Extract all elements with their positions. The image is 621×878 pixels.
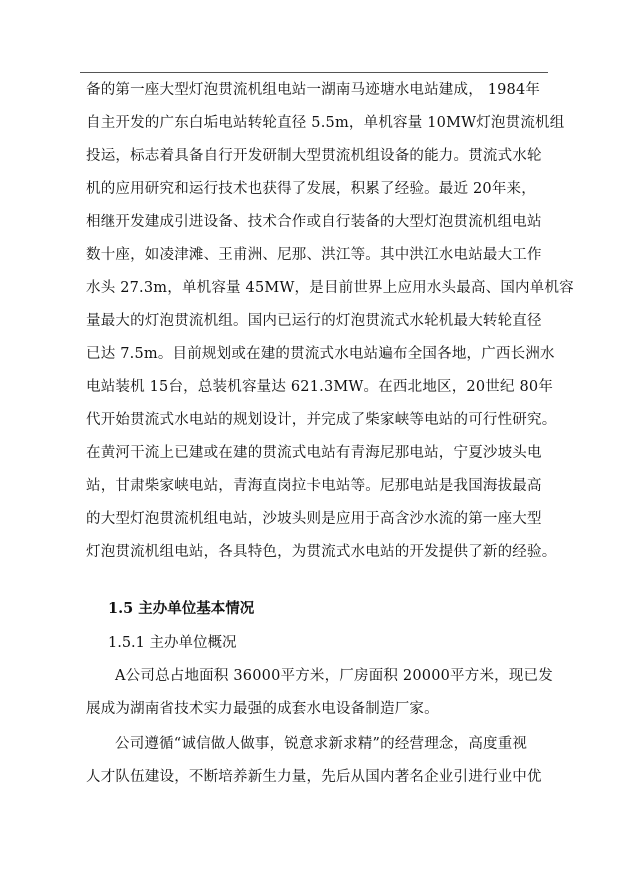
subsection-heading: 1.5.1 主办单位概况 <box>108 635 237 651</box>
paragraph1-line: 已达 7.5m。目前规划或在建的贯流式水电站遍布全国各地，广西长洲水 <box>86 346 555 362</box>
paragraph1-line: 机的应用研究和运行技术也获得了发展，积累了经验。最近 20年来， <box>86 181 536 197</box>
paragraph1-line: 灯泡贯流机组电站，各具特色，为贯流式水电站的开发提供了新的经验。 <box>86 544 557 560</box>
paragraph3-line: 人才队伍建设，不断培养新生力量，先后从国内著名企业引进行业中优 <box>86 769 542 785</box>
paragraph1-line: 数十座，如凌津滩、王甫洲、尼那、洪江等。其中洪江水电站最大工作 <box>86 247 542 263</box>
paragraph1-line: 水头 27.3m，单机容量 45MW，是目前世界上应用水头最高、国内单机容 <box>86 280 574 296</box>
section-heading: 1.5 主办单位基本情况 <box>108 600 255 617</box>
paragraph1-line: 电站装机 15台，总装机容量达 621.3MW。在西北地区，20世纪 80年 <box>86 379 554 395</box>
paragraph1-line: 量最大的灯泡贯流机组。国内已运行的灯泡贯流式水轮机最大转轮直径 <box>86 313 542 329</box>
paragraph2-line: 展成为湖南省技术实力最强的成套水电设备制造厂家。 <box>86 701 439 717</box>
paragraph3-line: 公司遵循“诚信做人做事，锐意求新求精”的经营理念，高度重视 <box>115 736 528 752</box>
paragraph1-line: 投运，标志着具备自行开发研制大型贯流机组设备的能力。贯流式水轮 <box>86 148 542 164</box>
header-rule <box>80 72 548 73</box>
paragraph1-line: 站，甘肃柴家峡电站，青海直岗拉卡电站等。尼那电站是我国海拔最高 <box>86 478 542 494</box>
paragraph1-line: 的大型灯泡贯流机组电站，沙坡头则是应用于高含沙水流的第一座大型 <box>86 511 542 527</box>
paragraph1-line: 代开始贯流式水电站的规划设计，并完成了柴家峡等电站的可行性研究。 <box>86 412 557 428</box>
paragraph1-line: 在黄河干流上已建或在建的贯流式电站有青海尼那电站，宁夏沙坡头电 <box>86 445 542 461</box>
paragraph1-line: 备的第一座大型灯泡贯流机组电站一湖南马迹塘水电站建成， 1984年 <box>86 82 541 98</box>
paragraph1-line: 自主开发的广东白垢电站转轮直径 5.5m，单机容量 10MW灯泡贯流机组 <box>86 115 565 131</box>
paragraph1-line: 相继开发建成引进设备、技术合作或自行装备的大型灯泡贯流机组电站 <box>86 214 542 230</box>
paragraph2-line: A公司总占地面积 36000平方米，厂房面积 20000平方米，现已发 <box>115 668 553 684</box>
